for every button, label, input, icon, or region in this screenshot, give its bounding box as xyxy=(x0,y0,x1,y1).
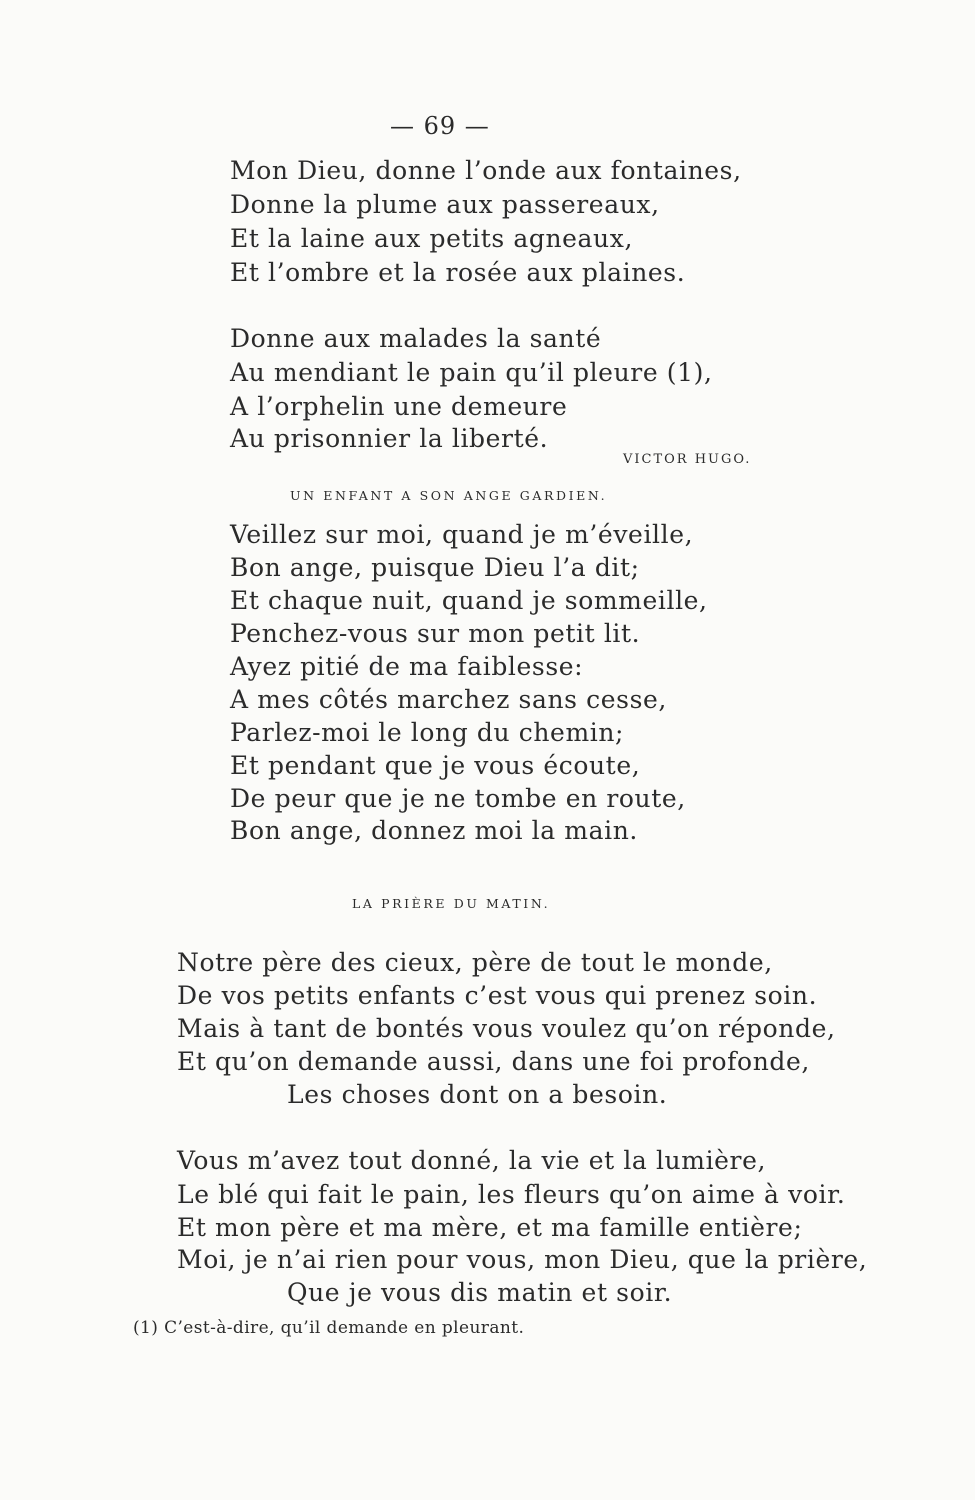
verse-line: Que je vous dis matin et soir. xyxy=(287,1278,673,1307)
verse-line: Le blé qui fait le pain, les fleurs qu’on aime à voir. xyxy=(177,1180,846,1209)
verse-line: De peur que je ne tombe en route, xyxy=(230,784,686,813)
verse-line: Et chaque nuit, quand je sommeille, xyxy=(230,586,708,615)
verse-line: Et qu’on demande aussi, dans une foi profonde, xyxy=(177,1047,810,1076)
verse-line: Moi, je n’ai rien pour vous, mon Dieu, que la prière, xyxy=(177,1245,868,1274)
verse-line: Bon ange, donnez moi la main. xyxy=(230,816,638,845)
footnote: (1) C’est-à-dire, qu’il demande en pleurant. xyxy=(133,1318,525,1338)
verse-line: Bon ange, puisque Dieu l’a dit; xyxy=(230,553,640,582)
page-number: — 69 — xyxy=(390,112,490,140)
poem-author: VICTOR HUGO. xyxy=(623,452,752,467)
verse-line: Et mon père et ma mère, et ma famille entière; xyxy=(177,1213,803,1242)
poem-title: LA PRIÈRE DU MATIN. xyxy=(352,896,551,911)
verse-line: Et l’ombre et la rosée aux plaines. xyxy=(230,258,686,287)
verse-line: Vous m’avez tout donné, la vie et la lumière, xyxy=(177,1146,767,1175)
verse-line: Donne la plume aux passereaux, xyxy=(230,190,660,219)
verse-line: Mais à tant de bontés vous voulez qu’on réponde, xyxy=(177,1014,836,1043)
verse-line: A mes côtés marchez sans cesse, xyxy=(230,685,667,714)
verse-line: Parlez-moi le long du chemin; xyxy=(230,718,625,747)
verse-line: Les choses dont on a besoin. xyxy=(287,1080,668,1109)
verse-line: Et pendant que je vous écoute, xyxy=(230,751,641,780)
verse-line: Notre père des cieux, père de tout le monde, xyxy=(177,948,773,977)
poem-title: UN ENFANT A SON ANGE GARDIEN. xyxy=(290,488,608,503)
verse-line: Veillez sur moi, quand je m’éveille, xyxy=(230,520,694,549)
verse-line: Au prisonnier la liberté. xyxy=(230,424,549,453)
verse-line: Penchez-vous sur mon petit lit. xyxy=(230,619,641,648)
verse-line: Au mendiant le pain qu’il pleure (1), xyxy=(230,358,713,387)
verse-line: Mon Dieu, donne l’onde aux fontaines, xyxy=(230,156,742,185)
verse-line: Ayez pitié de ma faiblesse: xyxy=(230,652,584,681)
verse-line: Et la laine aux petits agneaux, xyxy=(230,224,633,253)
verse-line: A l’orphelin une demeure xyxy=(230,392,568,421)
verse-line: De vos petits enfants c’est vous qui prenez soin. xyxy=(177,981,818,1010)
verse-line: Donne aux malades la santé xyxy=(230,324,602,353)
